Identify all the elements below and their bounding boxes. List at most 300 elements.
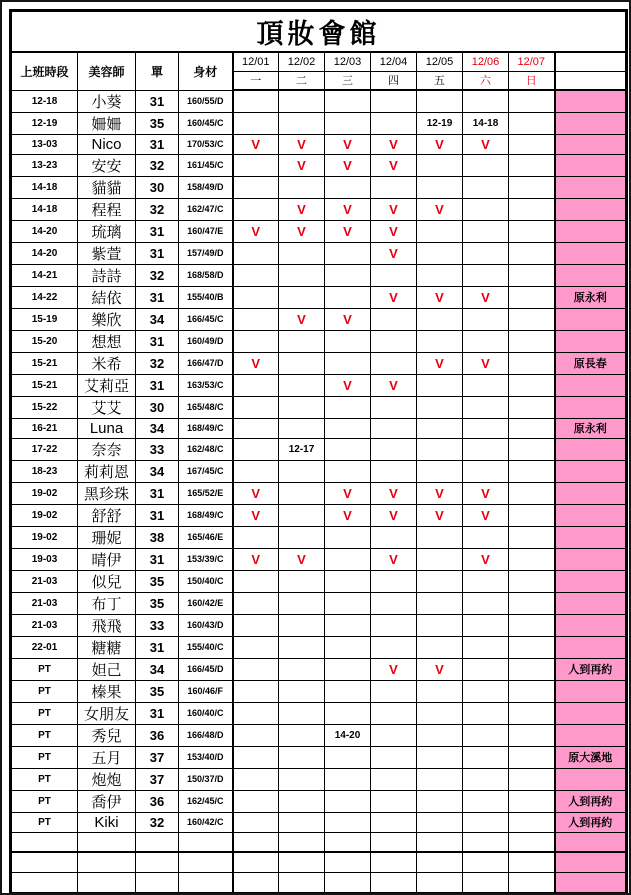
shift-time-cell: 18-23 <box>11 460 78 482</box>
day-cell: V <box>233 548 279 570</box>
beautician-name-cell: 小葵 <box>78 90 136 112</box>
shift-time-cell: PT <box>11 790 78 812</box>
figure-cell: 150/40/C <box>179 570 233 592</box>
order-count-cell: 31 <box>136 330 179 352</box>
day-cell <box>463 90 509 112</box>
empty-row <box>11 872 627 892</box>
day-cell <box>233 724 279 746</box>
shift-time-cell: 21-03 <box>11 592 78 614</box>
day-cell <box>279 680 325 702</box>
note-cell <box>555 90 627 112</box>
day-cell: V <box>325 154 371 176</box>
figure-cell: 166/45/D <box>179 658 233 680</box>
day-cell: V <box>233 352 279 374</box>
shift-time-cell: 19-02 <box>11 482 78 504</box>
day-cell <box>233 242 279 264</box>
day-cell <box>509 330 555 352</box>
day-cell <box>463 724 509 746</box>
day-cell <box>509 548 555 570</box>
day-cell <box>463 658 509 680</box>
day-cell: V <box>325 482 371 504</box>
order-count-cell: 33 <box>136 438 179 460</box>
day-cell <box>279 264 325 286</box>
figure-cell: 153/40/D <box>179 746 233 768</box>
day-cell <box>509 220 555 242</box>
order-count-cell: 32 <box>136 352 179 374</box>
shift-time-cell: 13-03 <box>11 134 78 154</box>
day-cell <box>233 286 279 308</box>
figure-cell: 155/40/C <box>179 636 233 658</box>
day-cell <box>463 242 509 264</box>
day-cell <box>325 636 371 658</box>
note-cell <box>555 308 627 330</box>
note-cell <box>555 768 627 790</box>
day-cell: V <box>371 134 417 154</box>
day-cell <box>417 460 463 482</box>
note-cell <box>555 264 627 286</box>
day-cell <box>233 460 279 482</box>
shift-time-cell: PT <box>11 658 78 680</box>
day-cell: V <box>279 134 325 154</box>
day-cell: V <box>463 286 509 308</box>
day-cell <box>279 872 325 892</box>
empty-row <box>11 832 627 852</box>
figure-cell: 162/47/C <box>179 198 233 220</box>
beautician-name-cell: 喬伊 <box>78 790 136 812</box>
day-cell <box>279 504 325 526</box>
note-cell: 原長春 <box>555 352 627 374</box>
order-count-cell: 34 <box>136 308 179 330</box>
day-cell <box>279 242 325 264</box>
schedule-row <box>11 286 627 308</box>
day-cell <box>233 790 279 812</box>
note-cell <box>555 396 627 418</box>
order-count-cell: 33 <box>136 614 179 636</box>
day-cell <box>509 90 555 112</box>
day-cell <box>417 418 463 438</box>
note-cell: 人到再約 <box>555 658 627 680</box>
day-cell <box>279 418 325 438</box>
schedule-row <box>11 614 627 636</box>
order-count-cell: 36 <box>136 790 179 812</box>
shift-time-cell: 17-22 <box>11 438 78 460</box>
day-cell: 12-17 <box>279 438 325 460</box>
order-count-cell: 38 <box>136 526 179 548</box>
figure-cell: 165/48/C <box>179 396 233 418</box>
beautician-name-cell: 莉莉恩 <box>78 460 136 482</box>
day-cell <box>325 264 371 286</box>
day-cell <box>371 852 417 872</box>
day-cell: V <box>463 352 509 374</box>
schedule-row <box>11 374 627 396</box>
order-count-cell: 30 <box>136 396 179 418</box>
day-cell <box>417 548 463 570</box>
day-cell <box>463 374 509 396</box>
order-count-cell: 31 <box>136 220 179 242</box>
day-cell <box>325 872 371 892</box>
order-count-cell: 30 <box>136 176 179 198</box>
beautician-name-cell: 樂欣 <box>78 308 136 330</box>
day-cell: V <box>371 286 417 308</box>
order-count-cell: 32 <box>136 198 179 220</box>
day-cell <box>417 832 463 852</box>
day-cell <box>509 176 555 198</box>
shift-time-cell: 22-01 <box>11 636 78 658</box>
day-cell <box>463 614 509 636</box>
day-cell <box>463 746 509 768</box>
day-cell <box>325 460 371 482</box>
day-cell <box>233 636 279 658</box>
day-cell <box>417 812 463 832</box>
day-cell: 12-19 <box>417 112 463 134</box>
figure-cell: 170/53/C <box>179 134 233 154</box>
notes-header-cell <box>555 52 627 71</box>
shift-time-cell <box>11 852 78 872</box>
day-cell <box>371 812 417 832</box>
day-cell <box>233 198 279 220</box>
day-cell <box>279 592 325 614</box>
figure-cell: 166/47/D <box>179 352 233 374</box>
day-cell: 14-20 <box>325 724 371 746</box>
note-cell <box>555 702 627 724</box>
day-cell: V <box>325 134 371 154</box>
note-cell <box>555 154 627 176</box>
day-cell <box>417 724 463 746</box>
day-cell <box>463 832 509 852</box>
day-cell <box>417 220 463 242</box>
day-cell: V <box>279 548 325 570</box>
day-cell <box>463 592 509 614</box>
day-cell <box>463 768 509 790</box>
day-cell <box>417 308 463 330</box>
day-cell <box>463 852 509 872</box>
day-cell <box>279 352 325 374</box>
day-cell <box>509 570 555 592</box>
schedule-row <box>11 746 627 768</box>
day-cell <box>279 832 325 852</box>
schedule-row <box>11 264 627 286</box>
day-cell <box>417 374 463 396</box>
note-cell <box>555 526 627 548</box>
day-cell <box>509 418 555 438</box>
note-cell <box>555 220 627 242</box>
day-cell <box>371 460 417 482</box>
day-cell <box>463 418 509 438</box>
note-cell <box>555 134 627 154</box>
schedule-row <box>11 702 627 724</box>
day-cell <box>371 724 417 746</box>
order-count-cell: 36 <box>136 724 179 746</box>
schedule-row <box>11 504 627 526</box>
day-cell <box>279 460 325 482</box>
day-cell <box>371 832 417 852</box>
note-cell <box>555 112 627 134</box>
shift-time-cell: 12-18 <box>11 90 78 112</box>
beautician-name-cell: 飛飛 <box>78 614 136 636</box>
day-cell <box>233 768 279 790</box>
shift-time-cell: 14-18 <box>11 176 78 198</box>
shift-time-cell: 21-03 <box>11 570 78 592</box>
day-cell <box>325 702 371 724</box>
title-row <box>11 11 627 53</box>
day-cell <box>417 570 463 592</box>
beautician-name-cell: 奈奈 <box>78 438 136 460</box>
day-cell <box>509 658 555 680</box>
order-count-cell: 34 <box>136 658 179 680</box>
note-cell <box>555 330 627 352</box>
day-cell <box>325 526 371 548</box>
date-header-cell: 12/01 <box>233 52 279 71</box>
day-cell <box>279 614 325 636</box>
note-cell: 原永利 <box>555 286 627 308</box>
weekday-header-cell: 一 <box>233 71 279 90</box>
schedule-row <box>11 220 627 242</box>
note-cell <box>555 374 627 396</box>
day-cell: V <box>417 134 463 154</box>
day-cell: 14-18 <box>463 112 509 134</box>
day-cell <box>371 526 417 548</box>
day-cell <box>417 438 463 460</box>
col-header-shift-time: 上班時段 <box>11 52 78 90</box>
order-count-cell: 32 <box>136 154 179 176</box>
day-cell <box>325 418 371 438</box>
shift-time-cell: 19-02 <box>11 526 78 548</box>
note-cell <box>555 832 627 852</box>
weekday-header-cell: 日 <box>509 71 555 90</box>
day-cell <box>371 112 417 134</box>
day-cell: V <box>463 482 509 504</box>
figure-cell: 168/58/D <box>179 264 233 286</box>
beautician-name-cell: 程程 <box>78 198 136 220</box>
schedule-row <box>11 176 627 198</box>
day-cell <box>509 680 555 702</box>
schedule-row <box>11 198 627 220</box>
day-cell <box>279 374 325 396</box>
schedule-row <box>11 680 627 702</box>
day-cell <box>371 308 417 330</box>
note-cell: 人到再約 <box>555 812 627 832</box>
day-cell <box>509 636 555 658</box>
day-cell: V <box>279 154 325 176</box>
date-header-cell: 12/02 <box>279 52 325 71</box>
day-cell: V <box>325 308 371 330</box>
shift-time-cell: PT <box>11 680 78 702</box>
figure-cell: 163/53/C <box>179 374 233 396</box>
day-cell <box>279 746 325 768</box>
beautician-name-cell <box>78 832 136 852</box>
schedule-row <box>11 134 627 154</box>
shift-time-cell: 15-20 <box>11 330 78 352</box>
shift-time-cell: 14-18 <box>11 198 78 220</box>
day-cell <box>279 526 325 548</box>
day-cell <box>233 526 279 548</box>
day-cell: V <box>417 482 463 504</box>
date-header-cell: 12/06 <box>463 52 509 71</box>
day-cell <box>325 112 371 134</box>
note-cell <box>555 570 627 592</box>
day-cell <box>371 680 417 702</box>
day-cell <box>233 374 279 396</box>
figure-cell: 166/45/C <box>179 308 233 330</box>
day-cell: V <box>325 198 371 220</box>
day-cell <box>233 832 279 852</box>
day-cell <box>371 872 417 892</box>
figure-cell: 161/45/C <box>179 154 233 176</box>
day-cell <box>325 680 371 702</box>
order-count-cell <box>136 832 179 852</box>
schedule-row <box>11 438 627 460</box>
day-cell <box>463 812 509 832</box>
beautician-name-cell: 結依 <box>78 286 136 308</box>
day-cell <box>509 396 555 418</box>
schedule-row <box>11 790 627 812</box>
order-count-cell: 31 <box>136 482 179 504</box>
day-cell <box>509 352 555 374</box>
beautician-name-cell: 五月 <box>78 746 136 768</box>
day-cell <box>279 724 325 746</box>
day-cell <box>417 680 463 702</box>
day-cell <box>279 176 325 198</box>
day-cell <box>233 396 279 418</box>
day-cell <box>509 526 555 548</box>
day-cell <box>463 438 509 460</box>
day-cell <box>325 832 371 852</box>
figure-cell <box>179 832 233 852</box>
schedule-row <box>11 330 627 352</box>
order-count-cell: 35 <box>136 112 179 134</box>
day-cell <box>463 680 509 702</box>
figure-cell <box>179 852 233 872</box>
day-cell <box>325 812 371 832</box>
day-cell <box>279 286 325 308</box>
schedule-row <box>11 592 627 614</box>
beautician-name-cell: 榛果 <box>78 680 136 702</box>
order-count-cell: 31 <box>136 90 179 112</box>
day-cell <box>325 592 371 614</box>
shift-time-cell: 14-20 <box>11 220 78 242</box>
schedule-row <box>11 526 627 548</box>
day-cell: V <box>233 220 279 242</box>
beautician-name-cell <box>78 852 136 872</box>
day-cell <box>371 330 417 352</box>
note-cell <box>555 852 627 872</box>
beautician-name-cell: 布丁 <box>78 592 136 614</box>
day-cell <box>417 852 463 872</box>
day-cell <box>509 768 555 790</box>
shift-time-cell: PT <box>11 768 78 790</box>
figure-cell: 160/45/C <box>179 112 233 134</box>
date-header-cell: 12/03 <box>325 52 371 71</box>
figure-cell: 162/45/C <box>179 790 233 812</box>
day-cell <box>371 702 417 724</box>
day-cell <box>509 852 555 872</box>
order-count-cell: 35 <box>136 680 179 702</box>
schedule-row <box>11 460 627 482</box>
schedule-row <box>11 724 627 746</box>
day-cell <box>279 790 325 812</box>
day-cell <box>233 176 279 198</box>
day-cell <box>509 872 555 892</box>
day-cell <box>279 570 325 592</box>
day-cell <box>417 872 463 892</box>
day-cell <box>233 90 279 112</box>
col-header-beautician: 美容師 <box>78 52 136 90</box>
note-cell <box>555 592 627 614</box>
day-cell <box>279 330 325 352</box>
day-cell <box>509 460 555 482</box>
day-cell <box>463 220 509 242</box>
schedule-row <box>11 418 627 438</box>
day-cell <box>463 396 509 418</box>
schedule-table <box>9 9 628 895</box>
beautician-name-cell: 艾艾 <box>78 396 136 418</box>
figure-cell: 160/47/E <box>179 220 233 242</box>
figure-cell: 165/52/E <box>179 482 233 504</box>
note-cell <box>555 548 627 570</box>
day-cell <box>463 264 509 286</box>
day-cell: V <box>325 374 371 396</box>
order-count-cell <box>136 872 179 892</box>
day-cell: V <box>371 242 417 264</box>
day-cell <box>325 790 371 812</box>
shift-time-cell: 19-03 <box>11 548 78 570</box>
day-cell <box>417 264 463 286</box>
shift-time-cell: 12-19 <box>11 112 78 134</box>
day-cell <box>463 636 509 658</box>
order-count-cell: 31 <box>136 374 179 396</box>
day-cell <box>233 112 279 134</box>
day-cell <box>371 614 417 636</box>
day-cell <box>233 872 279 892</box>
note-cell <box>555 242 627 264</box>
day-cell <box>417 636 463 658</box>
weekday-header-cell: 四 <box>371 71 417 90</box>
schedule-row <box>11 396 627 418</box>
shift-time-cell: 15-19 <box>11 308 78 330</box>
day-cell <box>325 570 371 592</box>
day-cell <box>509 482 555 504</box>
day-cell: V <box>371 482 417 504</box>
shift-time-cell <box>11 872 78 892</box>
beautician-name-cell: 女朋友 <box>78 702 136 724</box>
figure-cell: 167/45/C <box>179 460 233 482</box>
day-cell <box>509 308 555 330</box>
day-cell <box>279 702 325 724</box>
day-cell <box>233 746 279 768</box>
day-cell: V <box>417 198 463 220</box>
day-cell <box>325 242 371 264</box>
day-cell <box>463 526 509 548</box>
day-cell <box>279 812 325 832</box>
shift-time-cell: 15-21 <box>11 352 78 374</box>
order-count-cell: 35 <box>136 570 179 592</box>
order-count-cell: 31 <box>136 134 179 154</box>
date-header-cell: 12/05 <box>417 52 463 71</box>
day-cell <box>279 90 325 112</box>
figure-cell: 150/37/D <box>179 768 233 790</box>
day-cell <box>509 614 555 636</box>
day-cell <box>509 264 555 286</box>
day-cell <box>325 852 371 872</box>
day-cell <box>509 832 555 852</box>
day-cell: V <box>371 374 417 396</box>
day-cell <box>463 702 509 724</box>
day-cell <box>417 702 463 724</box>
day-cell: V <box>463 134 509 154</box>
day-cell <box>233 812 279 832</box>
weekday-header-cell: 二 <box>279 71 325 90</box>
day-cell <box>371 396 417 418</box>
